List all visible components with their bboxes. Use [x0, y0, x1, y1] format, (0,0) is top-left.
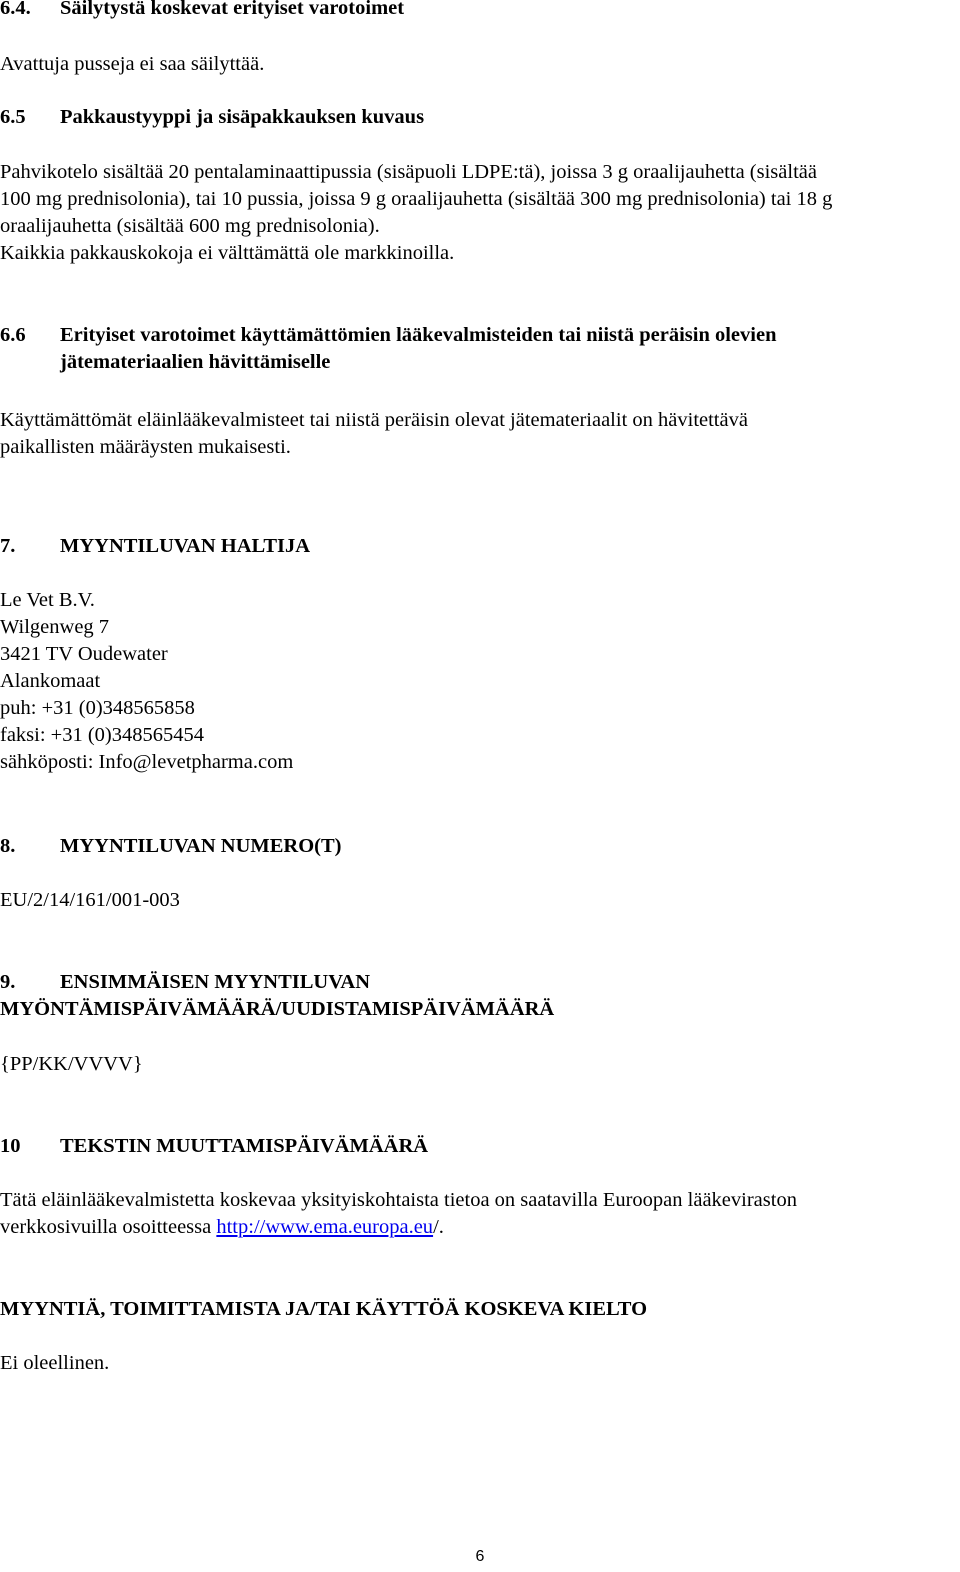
- section-title-continued: jätemateriaalien hävittämiselle: [60, 351, 331, 373]
- paragraph-line: Tätä eläinlääkevalmistetta koskevaa yksityiskohtaista tietoa on saatavilla Euroopan lääkeviraston: [0, 1189, 797, 1211]
- street-address: Wilgenweg 7: [0, 616, 110, 638]
- section-title: Pakkaustyyppi ja sisäpakkauksen kuvaus: [60, 106, 425, 128]
- ema-website-link[interactable]: http://www.ema.europa.eu: [216, 1216, 434, 1238]
- section-6-5-text: [0, 159, 960, 267]
- prohibition-text: Ei oleellinen.: [0, 1352, 110, 1374]
- paragraph-line: Pahvikotelo sisältää 20 pentalaminaattipussia (sisäpuoli LDPE:tä), joissa 3 g oraalijauhetta (sisältää: [0, 161, 817, 183]
- section-number: 10: [0, 1135, 21, 1157]
- prohibition-heading: MYYNTIÄ, TOIMITTAMISTA JA/TAI KÄYTTÖÄ KOSKEVA KIELTO: [0, 1298, 648, 1320]
- section-title: ENSIMMÄISEN MYYNTILUVAN: [60, 971, 371, 993]
- email: sähköposti: Info@levetpharma.com: [0, 751, 294, 773]
- section-10-heading: [0, 1133, 960, 1160]
- section-title: MYYNTILUVAN NUMERO(T): [60, 835, 342, 857]
- section-6-6-heading: [0, 322, 960, 376]
- section-number: 6.5: [0, 106, 26, 128]
- link-suffix: /.: [433, 1216, 444, 1238]
- section-title-continued: MYÖNTÄMISPÄIVÄMÄÄRÄ/UUDISTAMISPÄIVÄMÄÄRÄ: [0, 998, 555, 1020]
- section-6-4-heading: [0, 0, 960, 22]
- section-6-6-text: [0, 407, 960, 461]
- section-title: Säilytystä koskevat erityiset varotoimet: [60, 0, 405, 19]
- section-6-4-text: Avattuja pusseja ei saa säilyttää.: [0, 53, 265, 75]
- section-number: 9.: [0, 971, 16, 993]
- page-number: 6: [475, 1548, 485, 1565]
- section-title: Erityiset varotoimet käyttämättömien lääkevalmisteiden tai niistä peräisin olevien: [60, 324, 777, 346]
- fax: faksi: +31 (0)348565454: [0, 724, 205, 746]
- section-10-text: [0, 1187, 960, 1241]
- link-prefix: verkkosivuilla osoitteessa: [0, 1216, 217, 1238]
- paragraph-line: [0, 1214, 960, 1241]
- paragraph-line: oraalijauhetta (sisältää 600 mg prednisolonia).: [0, 215, 380, 237]
- section-9-heading: [0, 969, 960, 1023]
- country: Alankomaat: [0, 670, 101, 692]
- section-8-heading: [0, 833, 960, 860]
- section-7-heading: [0, 533, 960, 560]
- paragraph-line: Kaikkia pakkauskokoja ei välttämättä ole markkinoilla.: [0, 242, 455, 264]
- marketing-authorisation-holder-address: [0, 587, 960, 776]
- paragraph-line: paikallisten määräysten mukaisesti.: [0, 436, 291, 458]
- section-number: 6.6: [0, 324, 26, 346]
- company-name: Le Vet B.V.: [0, 589, 95, 611]
- section-number: 8.: [0, 835, 16, 857]
- postal-city: 3421 TV Oudewater: [0, 643, 168, 665]
- section-number: 6.4.: [0, 0, 31, 19]
- section-number: 7.: [0, 535, 16, 557]
- authorisation-number: EU/2/14/161/001-003: [0, 889, 180, 911]
- paragraph-line: 100 mg prednisolonia), tai 10 pussia, joissa 9 g oraalijauhetta (sisältää 300 mg prednisolonia) tai 18 g: [0, 188, 833, 210]
- section-6-5-heading: [0, 104, 960, 131]
- paragraph-line: Käyttämättömät eläinlääkevalmisteet tai niistä peräisin olevat jätemateriaalit on hävitettävä: [0, 409, 748, 431]
- date-placeholder: {PP/KK/VVVV}: [0, 1053, 143, 1075]
- section-title: MYYNTILUVAN HALTIJA: [60, 535, 311, 557]
- section-title: TEKSTIN MUUTTAMISPÄIVÄMÄÄRÄ: [60, 1135, 429, 1157]
- phone: puh: +31 (0)348565858: [0, 697, 195, 719]
